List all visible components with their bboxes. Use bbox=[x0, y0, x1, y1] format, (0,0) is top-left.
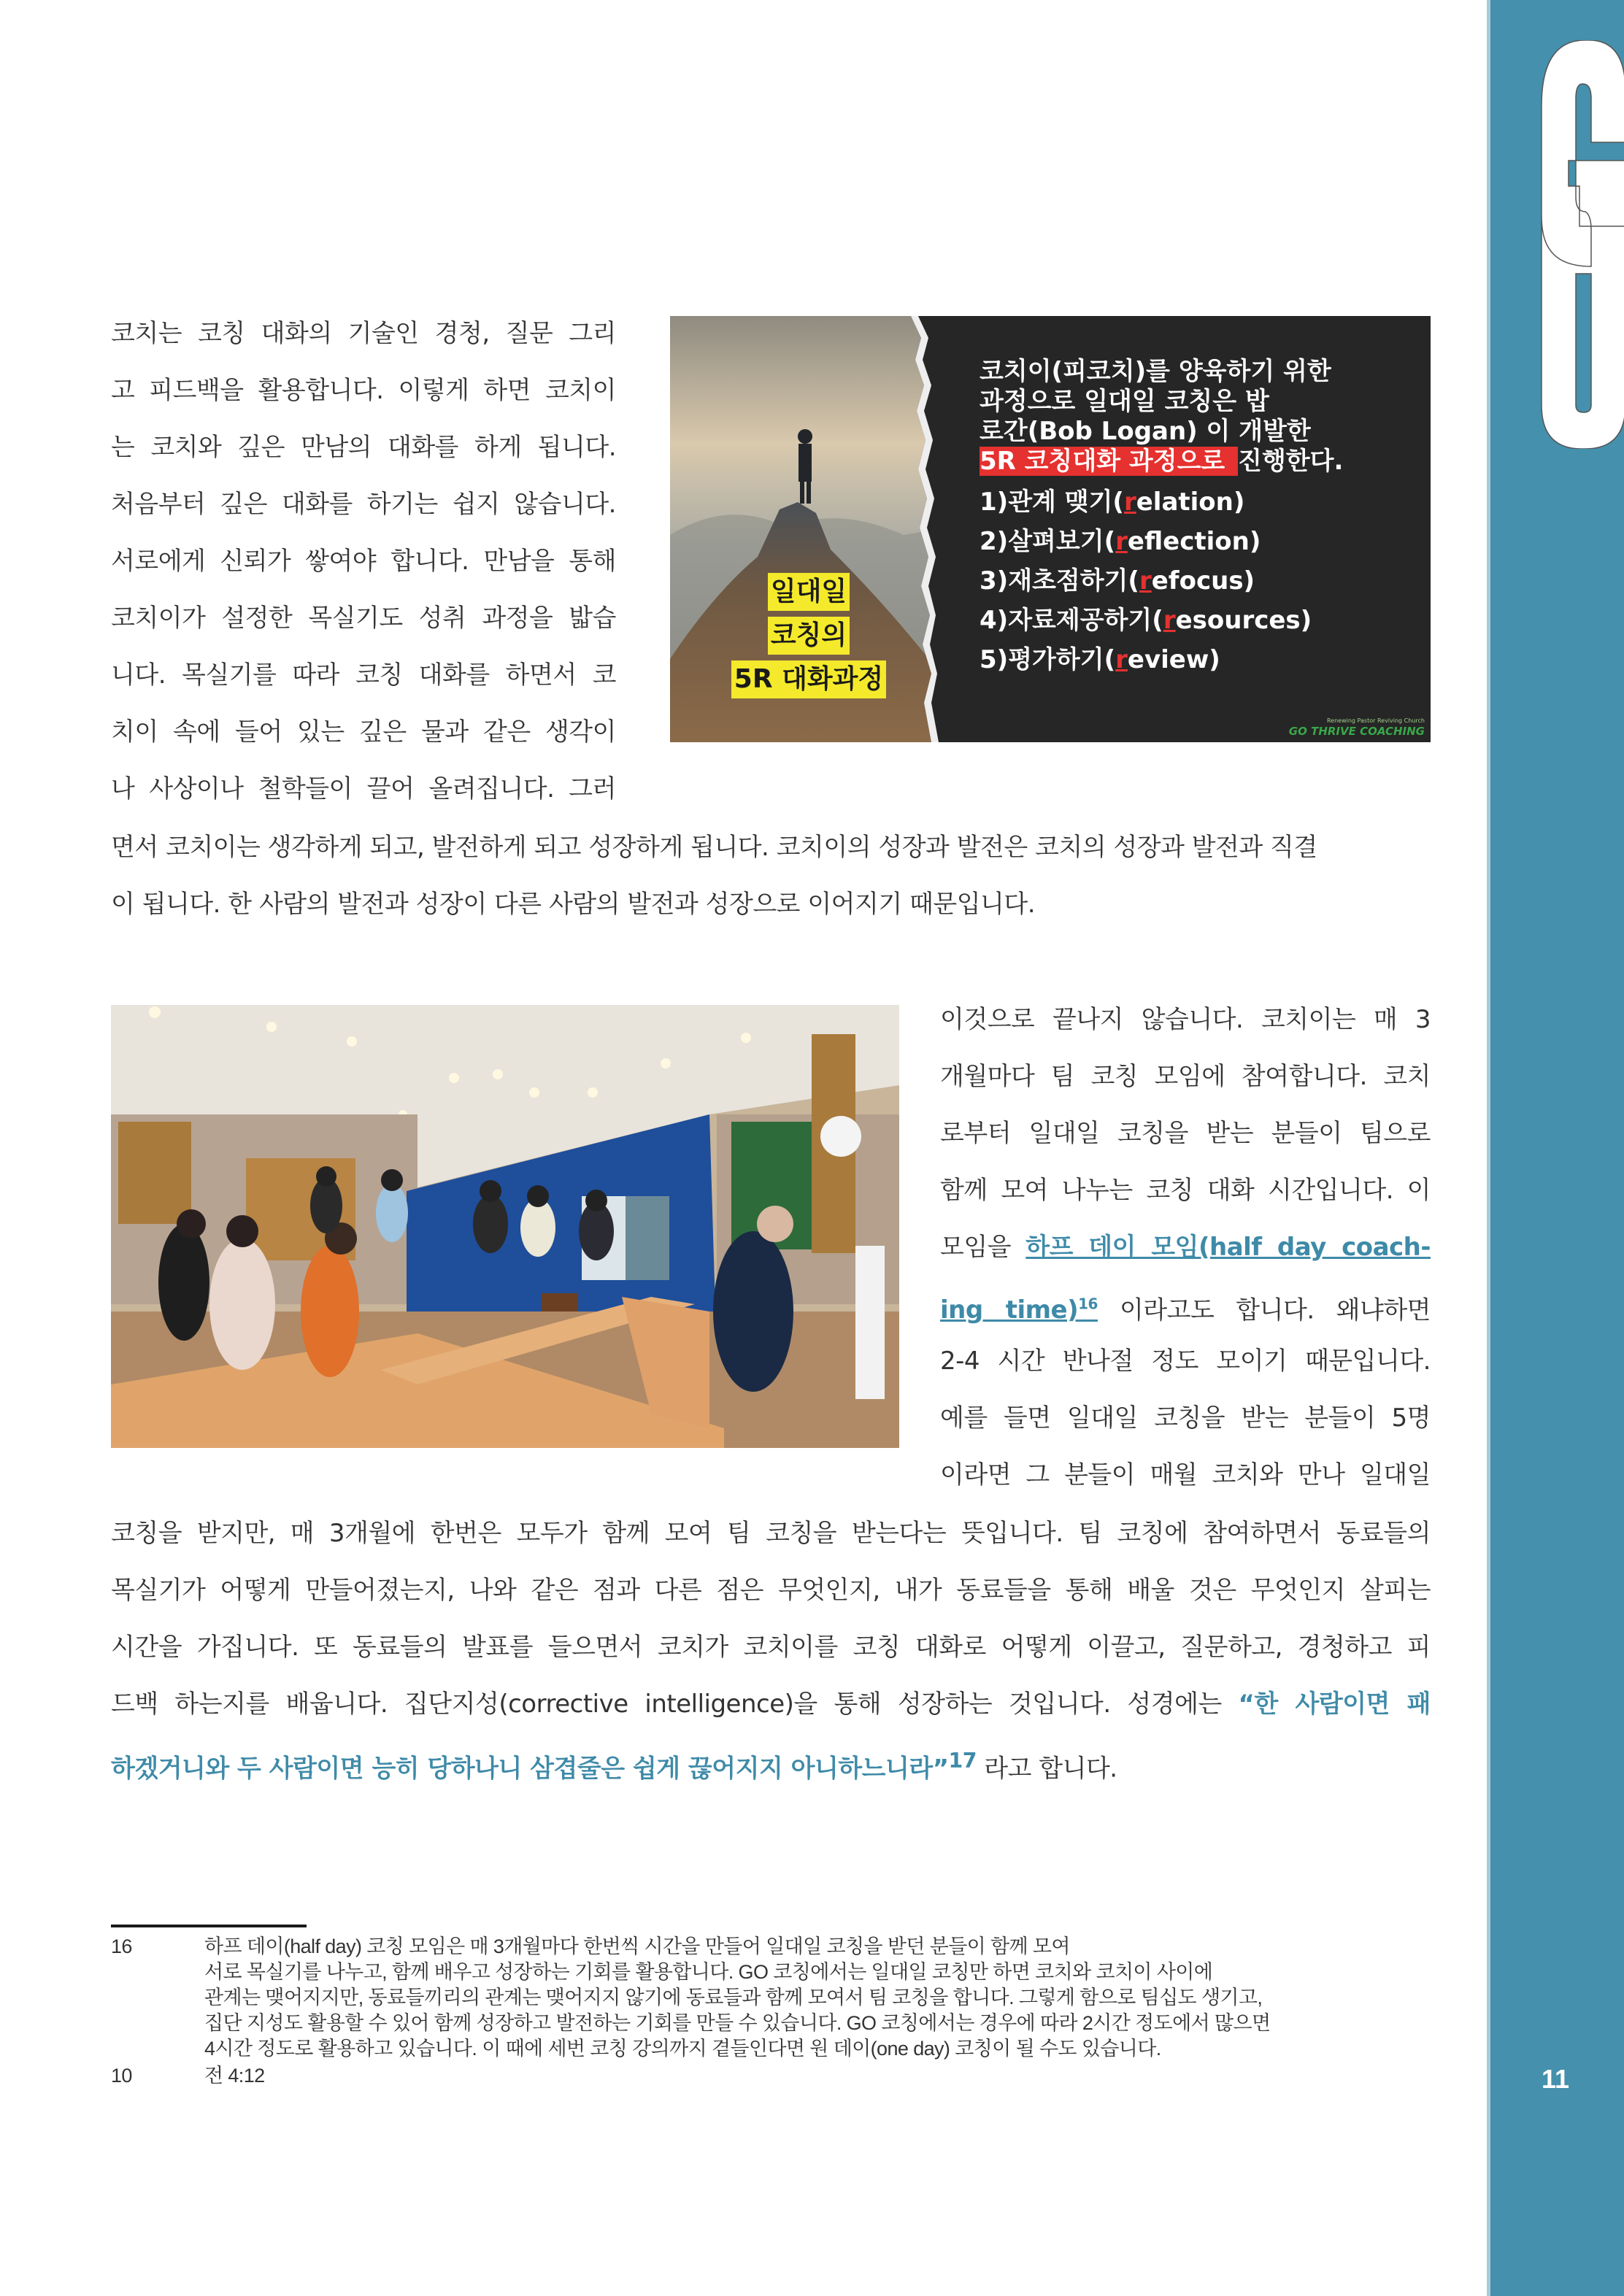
footnote-text: 하프 데이(half day) 코칭 모임은 매 3개월마다 한번씩 시간을 만들어 일대일 코칭을 받던 분들이 함께 모여 서로 목실기를 나누고, 함께 배우고 성장하는 기회를 활용합니다. GO 코칭에서는 일대일 코칭만 하면 코치와 코치이 사이에 관계는 맺어지지만, 동료들끼리의 관계는 맺어지지 않기에 동료들과 함께 모여서 팀 코칭을 합니다. 그렇게 함으로 팀십도 생기고, 집단 지성도 활용할 수 있어 함께 성장하고 발전하는 기회를 만들 수 있습니다. GO 코칭에서는 경우에 따라 2시간 정도에서 많으면 4시간 정도로 활용하고 있습니다. 이 때에 세번 코칭 강의까지 곁들인다면 원 데이(one day) 코칭이 될 수도 있습니다. bbox=[204, 1935, 1271, 2060]
text-line: 코치는 코칭 대화의 기술인 경청, 질문 그리 bbox=[111, 319, 616, 348]
paragraph-team-coaching bbox=[940, 991, 1431, 1503]
text-line: 함께 모여 나누는 코칭 대화 시간입니다. 이 bbox=[940, 1176, 1431, 1205]
half-day-coaching-link-continued[interactable]: ing time)$^{16}$ bbox=[940, 1295, 1098, 1325]
bible-quote: “한 사람이면 패 bbox=[1238, 1690, 1431, 1719]
text-line: 면서 코치이는 생각하게 되고, 발전하게 되고 성장하게 됩니다. 코치이의 성장과 발전은 코치의 성장과 발전과 직결 bbox=[111, 833, 1317, 862]
headline-line: 과정으로 일대일 코칭은 밥 bbox=[980, 387, 1269, 416]
headline-line: 코치이(피코치)를 양육하기 위한 bbox=[980, 357, 1331, 386]
headline-line: 로간(Bob Logan) 이 개발한 bbox=[980, 417, 1311, 446]
brand-name: GO THRIVE COACHING bbox=[1288, 725, 1425, 738]
sidebar-edge bbox=[1487, 0, 1490, 2296]
text-line: 이것으로 끝나지 않습니다. 코치이는 매 3 bbox=[940, 1005, 1431, 1034]
footnote-ref-16[interactable]: 16 bbox=[1078, 1295, 1098, 1313]
text-line: 로부터 일대일 코칭을 받는 분들이 팀으로 bbox=[940, 1119, 1431, 1148]
tag-5r-process: 5R 대화과정 bbox=[731, 660, 886, 698]
footnote-number: 16 bbox=[111, 1935, 132, 1957]
headline-tail: 진행한다. bbox=[1238, 447, 1344, 476]
step-relation: 1)관계 맺기(relation) bbox=[980, 488, 1245, 517]
5r-steps-list bbox=[980, 482, 1417, 679]
footnote-10 bbox=[111, 2063, 1431, 2089]
tag-coaching: 코칭의 bbox=[768, 617, 850, 655]
step-refocus: 3)재초점하기(refocus) bbox=[980, 566, 1255, 596]
text-line: 니다. 목실기를 따라 코칭 대화를 하면서 코 bbox=[111, 660, 616, 690]
text-line: 이라면 그 분들이 매월 코치와 만나 일대일 bbox=[940, 1460, 1431, 1490]
footnote-number: 10 bbox=[111, 2065, 132, 2087]
page-number: 11 bbox=[1541, 2064, 1570, 2094]
paragraph-intro bbox=[111, 305, 616, 817]
text-line: 처음부터 깊은 대화를 하기는 쉽지 않습니다. bbox=[111, 490, 616, 519]
chapter-sidebar bbox=[1487, 0, 1624, 2296]
half-day-coaching-link[interactable]: 하프 데이 모임(half day coach- bbox=[1025, 1233, 1431, 1262]
go-monogram-icon bbox=[1516, 40, 1624, 449]
text-line: 드백 하는지를 배웁니다. 집단지성(corrective intelligence)을 통해 성장하는 것입니다. 성경에는 “한 사람이면 패 bbox=[111, 1690, 1431, 1719]
text-line: 치이 속에 들어 있는 깊은 물과 같은 생각이 bbox=[111, 717, 616, 747]
text-line: 개월마다 팀 코칭 모임에 참여합니다. 코치 bbox=[940, 1062, 1431, 1091]
meeting-room-image-icon bbox=[111, 1005, 899, 1448]
footnote-divider bbox=[111, 1925, 307, 1927]
text-line: 2-4 시간 반나절 정도 모이기 때문입니다. bbox=[940, 1347, 1431, 1376]
text-line: 하겠거니와 두 사람이면 능히 당하나니 삼겹줄은 쉽게 끊어지지 아니하느니라”$^{17}$ 라고 합니다. bbox=[111, 1749, 1117, 1784]
title-tags bbox=[714, 573, 904, 704]
text-line: 는 코치와 깊은 만남의 대화를 하게 됩니다. bbox=[111, 433, 616, 462]
tag-one-on-one: 일대일 bbox=[768, 573, 850, 611]
torn-paper-edge-icon bbox=[905, 316, 949, 742]
headline-highlight: 5R 코칭대화 과정으로 bbox=[980, 447, 1238, 476]
text-line: 이 됩니다. 한 사람의 발전과 성장이 다른 사람의 발전과 성장으로 이어지기 때문입니다. bbox=[111, 890, 1036, 919]
text-line: 목실기가 어떻게 만들어졌는지, 나와 같은 점과 다른 점은 무엇인지, 내가 동료들을 통해 배울 것은 무엇인지 살피는 bbox=[111, 1576, 1431, 1605]
brand-tagline: Renewing Pastor Reviving Church bbox=[1326, 717, 1425, 724]
text-line: 나 사상이나 철학들이 끌어 올려집니다. 그러 bbox=[111, 774, 616, 804]
footnote-text: 전 4:12 bbox=[204, 2065, 265, 2087]
step-reflection: 2)살펴보기(reflection) bbox=[980, 527, 1261, 556]
text-line: 시간을 가집니다. 또 동료들의 발표를 들으면서 코치가 코치이를 코칭 대화로 어떻게 이끌고, 질문하고, 경청하고 피 bbox=[111, 1633, 1431, 1662]
team-coaching-photo bbox=[111, 1005, 899, 1448]
step-review: 5)평가하기(review) bbox=[980, 645, 1220, 674]
paragraph-team-coaching-continued bbox=[111, 1505, 1431, 1790]
text-line: 모임을 하프 데이 모임(half day coach- bbox=[940, 1233, 1431, 1262]
bible-quote-continued: 하겠거니와 두 사람이면 능히 당하나니 삼겹줄은 쉽게 끊어지지 아니하느니라” bbox=[111, 1754, 949, 1784]
headline-line bbox=[980, 447, 1417, 477]
go-thrive-coaching-logo bbox=[1289, 717, 1425, 738]
footnote-ref-17[interactable]: 17 bbox=[948, 1749, 977, 1773]
text-line: 코칭을 받지만, 매 3개월에 한번은 모두가 함께 모여 팀 코칭을 받는다는 뜻입니다. 팀 코칭에 참여하면서 동료들의 bbox=[111, 1519, 1431, 1548]
text-line: 서로에게 신뢰가 쌓여야 합니다. 만남을 통해 bbox=[111, 547, 616, 576]
text-line: 예를 들면 일대일 코칭을 받는 분들이 5명 bbox=[940, 1403, 1431, 1433]
footnotes bbox=[111, 1934, 1431, 2090]
paragraph-intro-continued bbox=[111, 819, 1431, 933]
step-resources: 4)자료제공하기(resources) bbox=[980, 606, 1312, 635]
text-line: 코치이가 설정한 목실기도 성취 과정을 밟습 bbox=[111, 604, 616, 633]
text-line: ing time)$^{16}$ 이라고도 합니다. 왜냐하면 bbox=[940, 1295, 1431, 1325]
infographic-text bbox=[980, 357, 1417, 679]
footnote-16 bbox=[111, 1934, 1431, 2062]
5r-coaching-infographic bbox=[670, 316, 1431, 742]
text-line: 고 피드백을 활용합니다. 이렇게 하면 코치이 bbox=[111, 376, 616, 405]
